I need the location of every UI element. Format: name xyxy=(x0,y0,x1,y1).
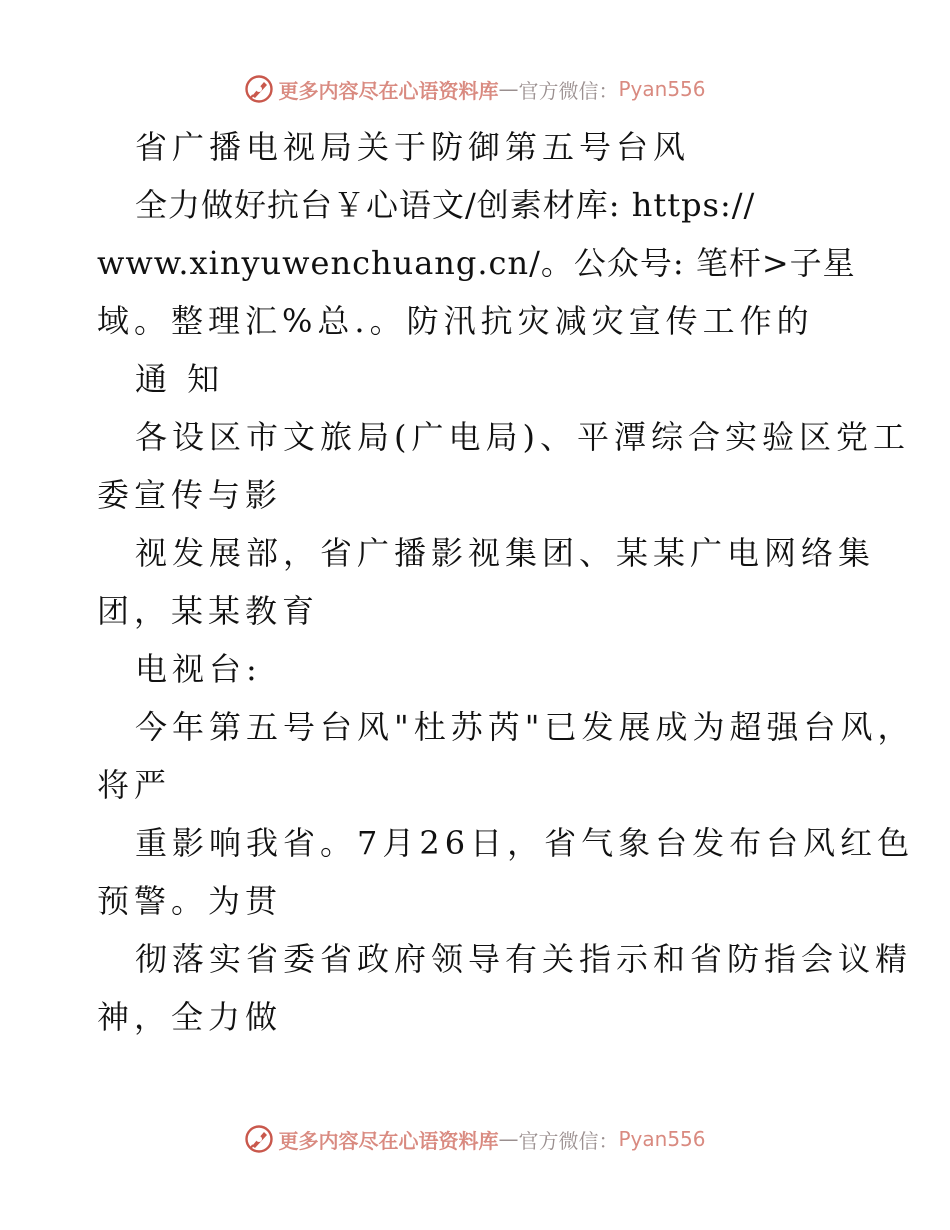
banner-site-name: 更多内容尽在心语资料库 xyxy=(278,1128,499,1153)
banner-site-name: 更多内容尽在心语资料库 xyxy=(278,78,499,103)
doc-title-line-1: 省广播电视局关于防御第五号台风 xyxy=(135,128,691,166)
doc-recipients-line-2: 委宣传与影 xyxy=(97,476,283,514)
quill-pen-seal-icon xyxy=(244,1124,274,1154)
doc-paragraph-line-3: 重影响我省。7月26日，省气象台发布台风红色 xyxy=(135,824,915,862)
footer-banner xyxy=(0,1122,950,1156)
doc-title-line-2: 全力做好抗台￥心语文/创素材库: https:// xyxy=(135,186,756,224)
doc-recipients-line-3: 视发展部，省广播影视集团、某某广电网络集 xyxy=(135,534,876,572)
banner-contact-label: 官方微信： xyxy=(518,78,619,103)
document-body xyxy=(0,118,950,1046)
banner-wechat-id: Pyan556 xyxy=(618,1127,706,1151)
doc-recipients-line-5: 电视台: xyxy=(135,650,262,688)
banner-contact-label: 官方微信： xyxy=(518,1128,619,1153)
doc-paragraph-line-2: 将严 xyxy=(97,766,172,804)
doc-title-line-3: www.xinyuwenchuang.cn/。公众号: 笔杆>子星 xyxy=(97,244,856,282)
banner-separator: — xyxy=(498,77,519,101)
banner-text xyxy=(278,1125,705,1154)
header-banner xyxy=(0,72,950,106)
doc-title-line-4: 域。整理汇%总.。防汛抗灾减灾宣传工作的 xyxy=(97,302,814,340)
banner-text xyxy=(278,75,705,104)
doc-paragraph-line-4: 预警。为贯 xyxy=(97,882,283,920)
banner-separator: — xyxy=(498,1127,519,1151)
doc-recipients-line-1: 各设区市文旅局(广电局)、平潭综合实验区党工 xyxy=(135,418,910,456)
doc-paragraph-line-5: 彻落实省委省政府领导有关指示和省防指会议精 xyxy=(135,940,913,978)
doc-recipients-line-4: 团，某某教育 xyxy=(97,592,320,630)
doc-paragraph-line-1: 今年第五号台风"杜苏芮"已发展成为超强台风， xyxy=(135,708,915,746)
banner-wechat-id: Pyan556 xyxy=(618,77,706,101)
quill-pen-seal-icon xyxy=(244,74,274,104)
doc-paragraph-line-6: 神，全力做 xyxy=(97,998,283,1036)
doc-heading-notice: 通 知 xyxy=(135,360,225,398)
